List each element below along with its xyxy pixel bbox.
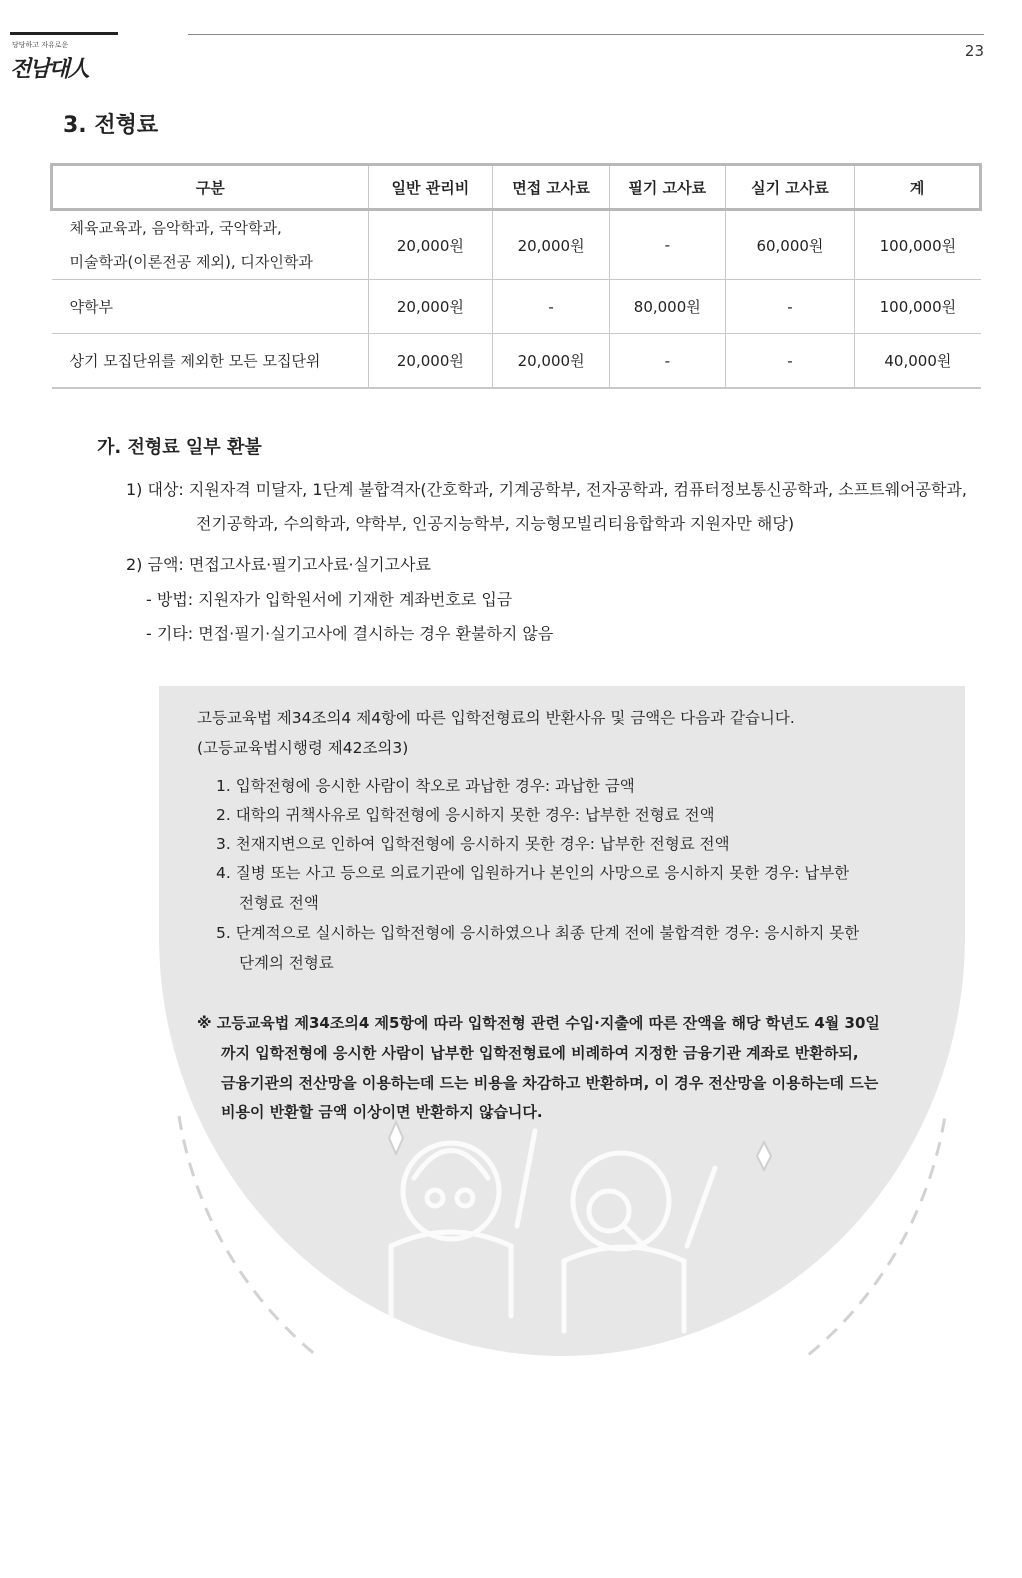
table-row bbox=[52, 334, 981, 389]
header-total: 계 bbox=[855, 165, 981, 210]
refund-target-line: 1) 대상: 지원자격 미달자, 1단계 불합격자(간호학과, 기계공학부, 전자공학과, 컴퓨터정보통신공학과, 소프트웨어공학과, bbox=[126, 480, 967, 499]
header-admin-fee: 일반 관리비 bbox=[368, 165, 493, 210]
table-cell: - bbox=[493, 280, 610, 334]
notice-note-line: 까지 입학전형에 응시한 사람이 납부한 입학전형료에 비례하여 지정한 금융기관 계좌로 반환하되, bbox=[221, 1044, 859, 1062]
notice-intro-line: 고등교육법 제34조의4 제4항에 따른 입학전형료의 반환사유 및 금액은 다음과 같습니다. bbox=[197, 709, 795, 727]
university-logo bbox=[10, 32, 120, 82]
table-cell: 20,000원 bbox=[493, 334, 610, 389]
table-cell: - bbox=[609, 210, 725, 280]
row-category: 상기 모집단위를 제외한 모든 모집단위 bbox=[52, 334, 369, 389]
table-row bbox=[52, 280, 981, 334]
logo-mark: 전남대人 bbox=[10, 57, 88, 82]
refund-title: 가. 전형료 일부 환불 bbox=[97, 437, 262, 458]
table-header-row bbox=[52, 165, 981, 210]
row-category: 약학부 bbox=[52, 280, 369, 334]
refund-amount: 2) 금액: 면접고사료·필기고사료·실기고사료 bbox=[126, 555, 431, 574]
row-category bbox=[52, 210, 369, 280]
header-interview-fee: 면접 고사료 bbox=[493, 165, 610, 210]
notice-note-line: 비용이 반환할 금액 이상이면 반환하지 않습니다. bbox=[221, 1103, 543, 1121]
notice-box bbox=[159, 686, 965, 1356]
table-cell: 20,000원 bbox=[368, 210, 493, 280]
table-cell: - bbox=[725, 334, 855, 389]
table-cell: 80,000원 bbox=[609, 280, 725, 334]
refund-target-line: 전기공학과, 수의학과, 약학부, 인공지능학부, 지능형모빌리티융합학과 지원자만 해당) bbox=[196, 514, 795, 533]
table-cell: 100,000원 bbox=[855, 280, 981, 334]
table-cell: 20,000원 bbox=[368, 334, 493, 389]
table-cell: 20,000원 bbox=[493, 210, 610, 280]
logo-bar bbox=[10, 32, 118, 35]
header-rule bbox=[188, 34, 984, 35]
logo-tagline: 당당하고 자유로운 bbox=[12, 41, 69, 49]
header-written-fee: 필기 고사료 bbox=[609, 165, 725, 210]
fee-table bbox=[50, 163, 982, 389]
row-category-line: 미술학과(이론전공 제외), 디자인학과 bbox=[69, 253, 313, 271]
notice-list-item: 5. 단계적으로 실시하는 입학전형에 응시하였으나 최종 단계 전에 불합격한 경우: 응시하지 못한 bbox=[216, 924, 860, 942]
notice-note-line: ※ 고등교육법 제34조의4 제5항에 따라 입학전형 관련 수입·지출에 따른 잔액을 해당 학년도 4월 30일 bbox=[197, 1014, 880, 1032]
header-practical-fee: 실기 고사료 bbox=[725, 165, 855, 210]
notice-list-item: 2. 대학의 귀책사유로 입학전형에 응시하지 못한 경우: 납부한 전형료 전액 bbox=[216, 806, 715, 824]
notice-note-line: 금융기관의 전산망을 이용하는데 드는 비용을 차감하고 반환하며, 이 경우 전산망을 이용하는데 드는 bbox=[221, 1074, 879, 1092]
table-row bbox=[52, 210, 981, 280]
table-cell: - bbox=[725, 280, 855, 334]
notice-list-item-continued: 단계의 전형료 bbox=[239, 954, 334, 972]
table-cell: 60,000원 bbox=[725, 210, 855, 280]
table-cell: 100,000원 bbox=[855, 210, 981, 280]
table-cell: - bbox=[609, 334, 725, 389]
section-title: 3. 전형료 bbox=[63, 113, 159, 138]
page-number: 23 bbox=[964, 42, 984, 60]
notice-list-item: 1. 입학전형에 응시한 사람이 착오로 과납한 경우: 과납한 금액 bbox=[216, 777, 635, 795]
refund-other: - 기타: 면접·필기·실기고사에 결시하는 경우 환불하지 않음 bbox=[146, 624, 554, 643]
row-category-line: 체육교육과, 음악학과, 국악학과, bbox=[69, 219, 282, 237]
table-cell: 40,000원 bbox=[855, 334, 981, 389]
notice-list-item: 3. 천재지변으로 인하여 입학전형에 응시하지 못한 경우: 납부한 전형료 전액 bbox=[216, 835, 730, 853]
table-cell: 20,000원 bbox=[368, 280, 493, 334]
notice-list-item: 4. 질병 또는 사고 등으로 의료기관에 입원하거나 본인의 사망으로 응시하지 못한 경우: 납부한 bbox=[216, 864, 850, 882]
refund-method: - 방법: 지원자가 입학원서에 기재한 계좌번호로 입금 bbox=[146, 590, 513, 609]
notice-intro-line: (고등교육법시행령 제42조의3) bbox=[197, 739, 409, 757]
header-category: 구분 bbox=[52, 165, 369, 210]
notice-list-item-continued: 전형료 전액 bbox=[239, 894, 319, 912]
